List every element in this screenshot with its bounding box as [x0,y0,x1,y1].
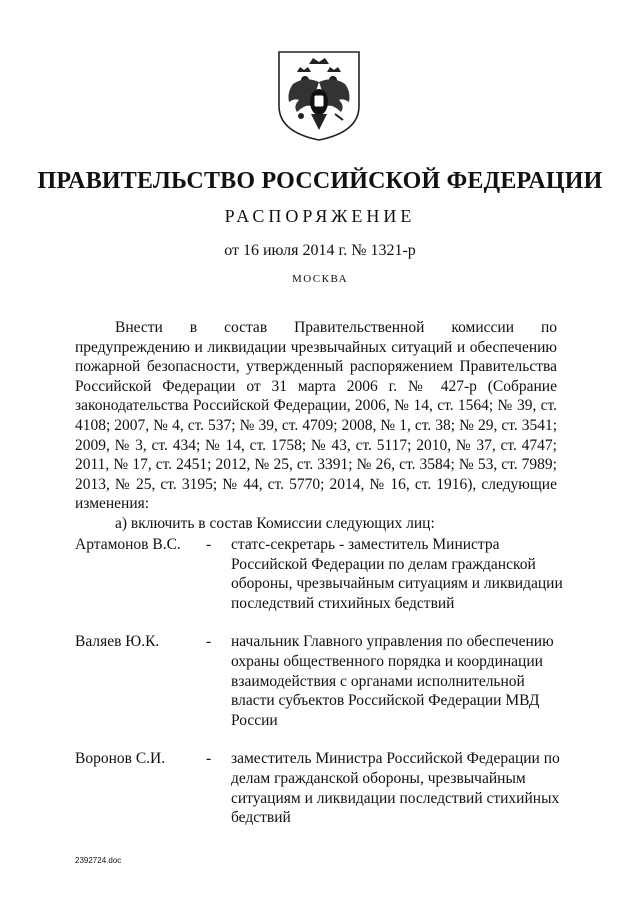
member-name: Артамонов В.С. [75,536,181,553]
member-dash: - [206,536,212,553]
member-name: Воронов С.И. [75,750,166,768]
member-dash: - [206,633,212,651]
coat-of-arms-icon [275,48,363,144]
member-role: начальник Главного управления по обеспечению охраны общественного порядка и координации взаимодействия с органами исполнительной власти субъектов Российской Федерации МВД России [231,633,554,729]
order-item-a: а) включить в состав Комиссии следующих лиц: [115,514,435,532]
member-row [75,632,565,730]
document-date-number: от 16 июля 2014 г. № 1321-р [224,242,416,259]
member-name: Валяев Ю.К. [75,633,160,651]
order-body [75,318,557,534]
member-role: заместитель Министра Российской Федерации по делам гражданской обороны, чрезвычайным ситуациям и ликвидации последствий стихийных бедствий [231,750,560,827]
member-role: статс-секретарь - заместитель Министра Российской Федерации по делам гражданской обороны, чрезвычайным ситуациям и ликвидации последствий стихийных бедствий [231,536,563,612]
member-dash: - [206,750,212,768]
document-city: МОСКВА [291,273,349,285]
member-row [75,749,565,827]
members-list [75,535,565,847]
file-code: 2392724.doc [75,856,122,865]
member-row [75,535,565,613]
government-title: ПРАВИТЕЛЬСТВО РОССИЙСКОЙ ФЕДЕРАЦИИ [37,168,603,194]
document-type: РАСПОРЯЖЕНИЕ [224,206,416,226]
order-intro-paragraph: Внести в состав Правительственной комиссии по предупреждению и ликвидации чрезвычайных ситуаций и обеспечению пожарной безопасности, утвержденный распоряжением Правительства Российской Федерации от 31 марта 2006 г. № 427-р (Собрание законодательства Российской Федерации, 2006, № 14, ст. 1564; № 39, ст. 4108; 2007, № 4, ст. 537; № 39, ст. 4709; 2008, № 1, ст. 38; № 29, ст. 3541; 2009, № 3, ст. 434; № 14, ст. 1758; № 43, ст. 5117; 2010, № 37, ст. 4747; 2011, № 17, ст. 2451; 2012, № 25, ст. 3391; № 26, ст. 3584; № 53, ст. 7989; 2013, № 25, ст. 3195; № 44, ст. 5770; 2014, № 16, ст. 1916), следующие изменения: [75,319,557,513]
